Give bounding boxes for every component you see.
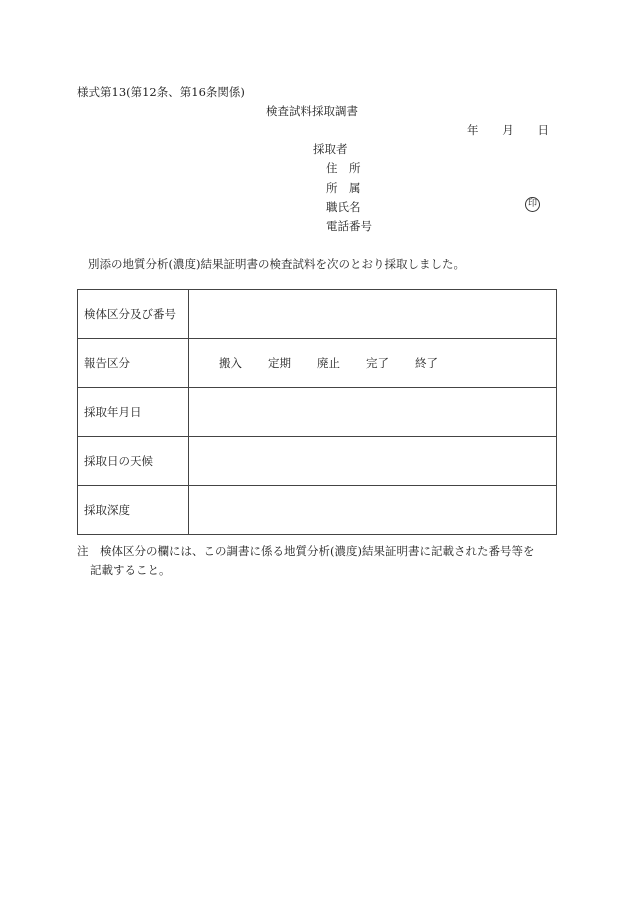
note-line-2: 記載すること。 <box>90 563 171 577</box>
table-row <box>78 290 557 339</box>
option-finish[interactable]: 終了 <box>415 356 438 370</box>
seal-icon: 印 <box>525 197 540 212</box>
row-label: 検体区分及び番号 <box>78 290 189 339</box>
depth-cell[interactable] <box>189 486 557 535</box>
table-row <box>78 437 557 486</box>
option-periodic[interactable]: 定期 <box>268 356 291 370</box>
table-row <box>78 486 557 535</box>
sample-table <box>77 289 557 535</box>
sampler-label: 採取者 <box>313 142 348 156</box>
weather-cell[interactable] <box>189 437 557 486</box>
table-row <box>78 388 557 437</box>
row-label: 採取日の天候 <box>78 437 189 486</box>
option-carry-in[interactable]: 搬入 <box>219 356 242 370</box>
form-id: 様式第13(第12条、第16条関係) <box>77 85 245 99</box>
document-title: 検査試料採取調書 <box>266 104 358 118</box>
specimen-number-cell[interactable] <box>189 290 557 339</box>
affiliation-label: 所 属 <box>326 181 361 195</box>
address-label: 住 所 <box>326 161 361 175</box>
intro-text: 別添の地質分析(濃度)結果証明書の検査試料を次のとおり採取しました。 <box>88 257 465 271</box>
date-day: 日 <box>537 123 549 137</box>
phone-label: 電話番号 <box>326 219 372 233</box>
date-month: 月 <box>502 123 514 137</box>
row-label: 報告区分 <box>78 339 189 388</box>
report-type-cell <box>189 339 557 388</box>
row-label: 採取深度 <box>78 486 189 535</box>
date-year: 年 <box>467 123 479 137</box>
row-label: 採取年月日 <box>78 388 189 437</box>
date-line <box>467 122 549 138</box>
option-complete[interactable]: 完了 <box>366 356 389 370</box>
table-row <box>78 339 557 388</box>
note-line-1: 注 検体区分の欄には、この調書に係る地質分析(濃度)結果証明書に記載された番号等を <box>77 544 535 558</box>
sampling-date-cell[interactable] <box>189 388 557 437</box>
option-abolish[interactable]: 廃止 <box>317 356 340 370</box>
name-label: 職氏名 <box>326 200 361 214</box>
